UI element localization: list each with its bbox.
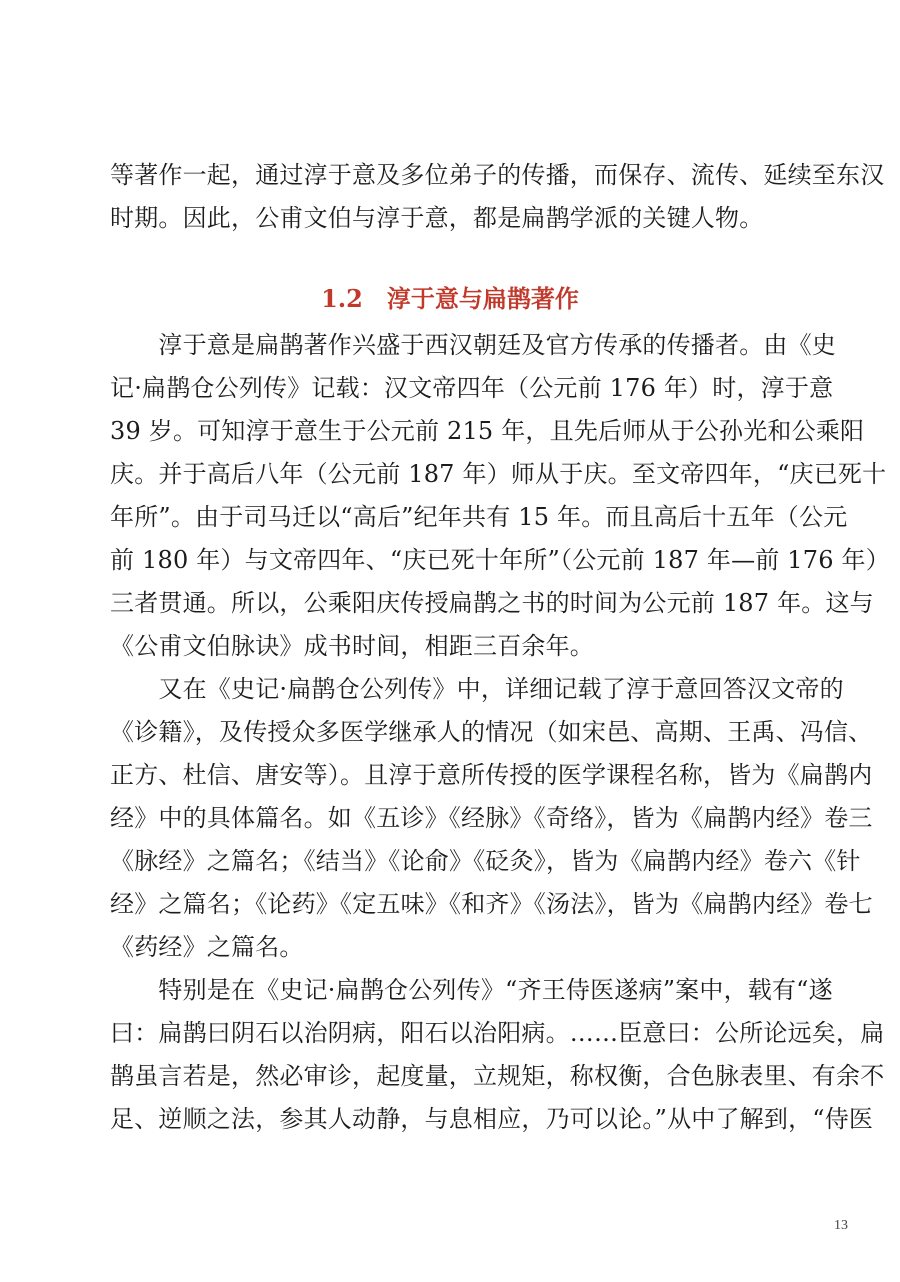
text-line: 曰：扁鹊曰阴石以治阴病，阳石以治阳病。……臣意曰：公所论远矣，扁 [110,1019,885,1047]
text-line: 三者贯通。所以，公乘阳庆传授扁鹊之书的时间为公元前 187 年。这与 [110,589,874,617]
text-line: 等著作一起，通过淳于意及多位弟子的传播，而保存、流传、延续至东汉 [110,161,885,189]
text-line: 经》之篇名；《论药》《定五味》《和齐》《汤法》，皆为《扁鹊内经》卷七 [110,890,873,918]
text-line: 庆。并于高后八年（公元前 187 年）师从于庆。至文帝四年，“庆已死十 [110,460,887,488]
text-line: 又在《史记·扁鹊仓公列传》中，详细记载了淳于意回答汉文帝的 [110,675,844,703]
section-heading: 1.2 淳于意与扁鹊著作 [321,284,579,313]
text-line: 前 180 年）与文帝四年、“庆已死十年所”（公元前 187 年—前 176 年） [110,546,890,574]
text-line: 经》中的具体篇名。如《五诊》《经脉》《奇络》，皆为《扁鹊内经》卷三 [110,804,873,832]
text-line: 鹊虽言若是，然必审诊，起度量，立规矩，称权衡，合色脉表里、有余不 [110,1062,885,1090]
text-line: 时期。因此，公甫文伯与淳于意，都是扁鹊学派的关键人物。 [110,204,764,232]
text-line: 年所”。由于司马迁以“高后”纪年共有 15 年。而且高后十五年（公元 [110,503,848,531]
text-line: 《脉经》之篇名；《结当》《论俞》《砭灸》，皆为《扁鹊内经》卷六《针 [110,847,861,875]
text-line: 记·扁鹊仓公列传》记载：汉文帝四年（公元前 176 年）时，淳于意 [110,374,834,402]
text-line: 足、逆顺之法，参其人动静，与息相应，乃可以论。”从中了解到，“侍医 [110,1105,874,1133]
text-line: 《诊籍》，及传授众多医学继承人的情况（如宋邑、高期、王禹、冯信、 [110,718,873,746]
text-line: 正方、杜信、唐安等）。且淳于意所传授的医学课程名称，皆为《扁鹊内 [110,761,873,789]
text-line: 《公甫文伯脉诀》成书时间，相距三百余年。 [110,632,594,660]
text-line: 39 岁。可知淳于意生于公元前 215 年，且先后师从于公孙光和公乘阳 [110,417,865,445]
text-line: 《药经》之篇名。 [110,933,304,961]
text-line: 特别是在《史记·扁鹊仓公列传》“齐王侍医遂病”案中，载有“遂 [110,976,833,1004]
text-line: 淳于意是扁鹊著作兴盛于西汉朝廷及官方传承的传播者。由《史 [110,331,836,359]
page-number: 13 [834,1218,848,1233]
